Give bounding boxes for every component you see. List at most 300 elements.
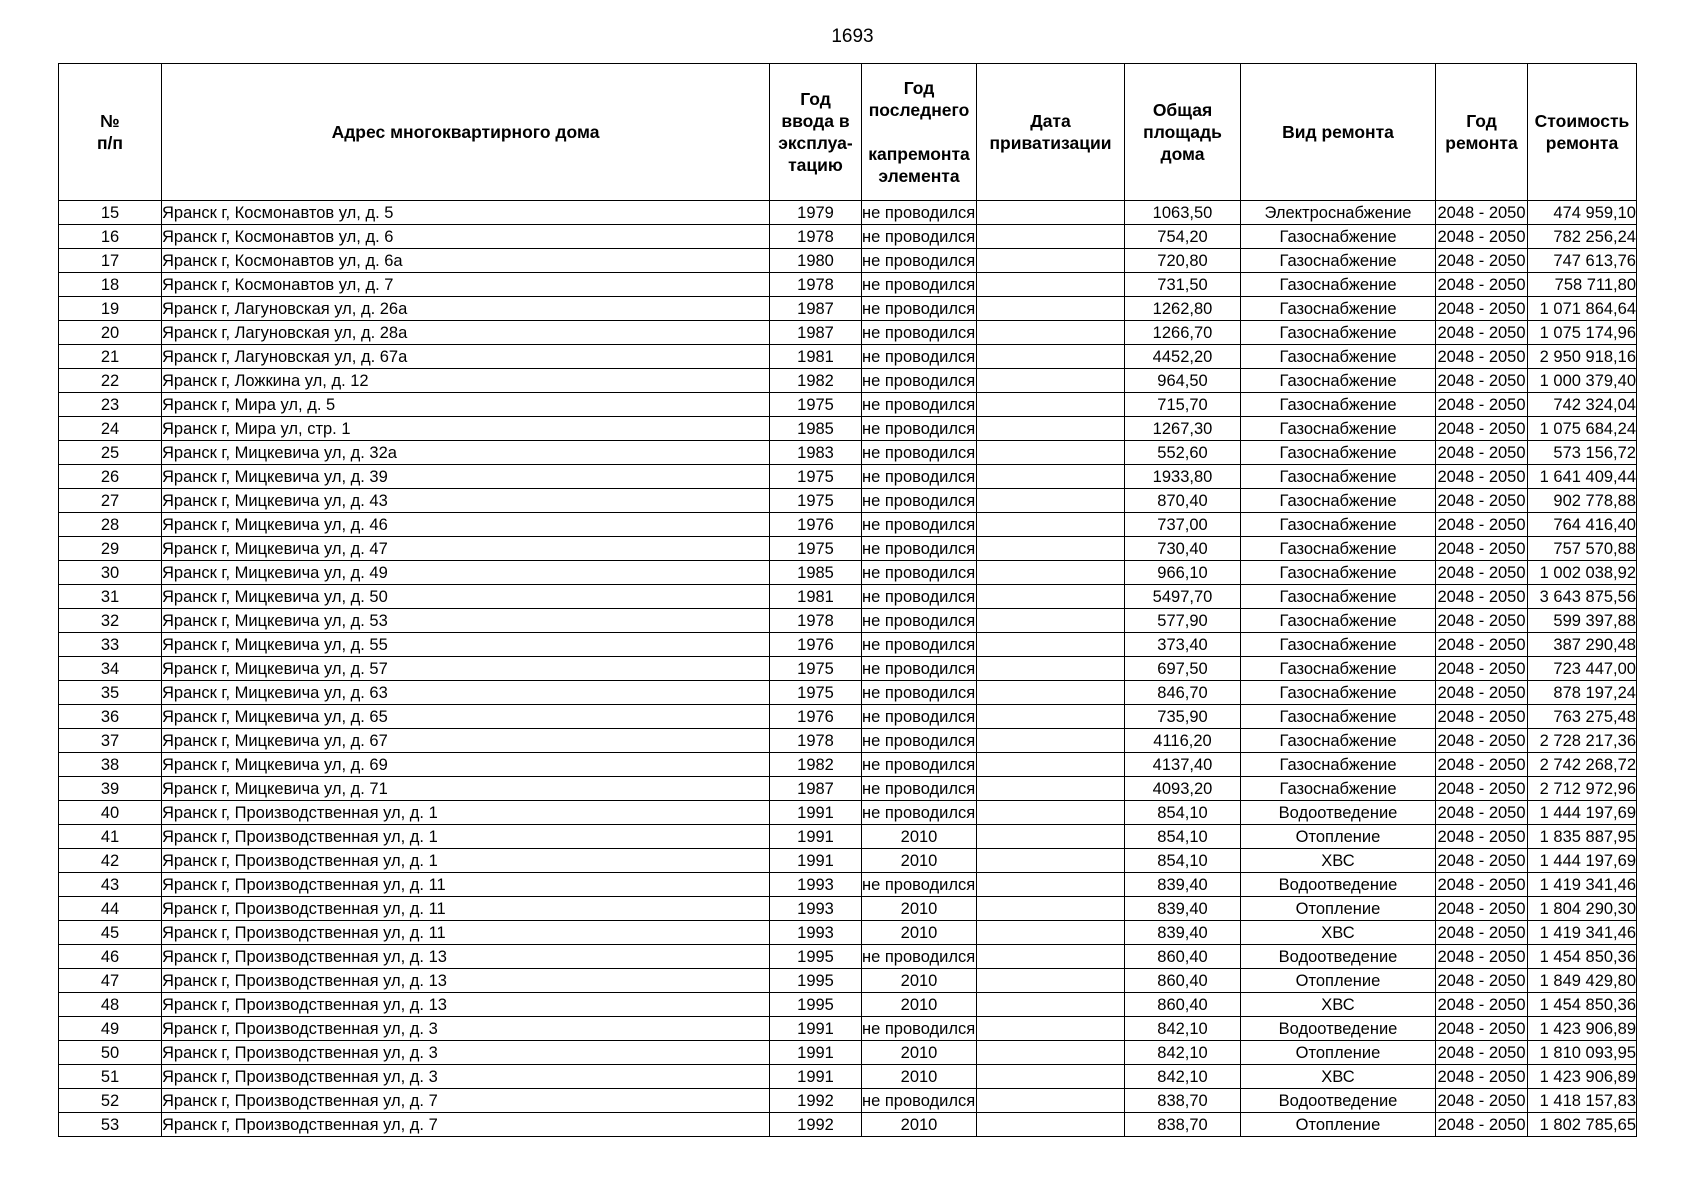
table-row [59, 657, 1637, 681]
row-repair-period: 2048 - 2050 [1436, 369, 1528, 393]
row-last-repair: не проводился [862, 273, 977, 297]
row-year-built: 1987 [770, 777, 862, 801]
row-repair-type: Газоснабжение [1241, 441, 1436, 465]
row-privatization [977, 441, 1125, 465]
row-number: 26 [59, 465, 162, 489]
row-privatization [977, 465, 1125, 489]
row-cost: 573 156,72 [1528, 441, 1637, 465]
row-number: 28 [59, 513, 162, 537]
header-address: Адрес многоквартирного дома [162, 64, 770, 201]
row-cost: 474 959,10 [1528, 201, 1637, 225]
row-privatization [977, 969, 1125, 993]
header-privatization: Дата приватизации [977, 64, 1125, 201]
row-repair-type: Газоснабжение [1241, 417, 1436, 441]
row-repair-period: 2048 - 2050 [1436, 297, 1528, 321]
row-last-repair: не проводился [862, 609, 977, 633]
row-cost: 2 728 217,36 [1528, 729, 1637, 753]
row-repair-type: Водоотведение [1241, 1089, 1436, 1113]
row-address: Яранск г, Космонавтов ул, д. 7 [162, 273, 770, 297]
row-repair-period: 2048 - 2050 [1436, 849, 1528, 873]
row-area: 754,20 [1125, 225, 1241, 249]
table-row [59, 1113, 1637, 1137]
row-number: 24 [59, 417, 162, 441]
table-row [59, 273, 1637, 297]
row-last-repair: не проводился [862, 753, 977, 777]
row-address: Яранск г, Мицкевича ул, д. 57 [162, 657, 770, 681]
table-row [59, 849, 1637, 873]
row-cost: 742 324,04 [1528, 393, 1637, 417]
row-cost: 723 447,00 [1528, 657, 1637, 681]
row-last-repair: 2010 [862, 849, 977, 873]
row-repair-period: 2048 - 2050 [1436, 345, 1528, 369]
row-repair-type: Газоснабжение [1241, 345, 1436, 369]
row-area: 1267,30 [1125, 417, 1241, 441]
table-row [59, 1017, 1637, 1041]
row-year-built: 1978 [770, 225, 862, 249]
row-year-built: 1975 [770, 657, 862, 681]
row-number: 39 [59, 777, 162, 801]
row-year-built: 1978 [770, 729, 862, 753]
table-row [59, 993, 1637, 1017]
table-row [59, 369, 1637, 393]
row-year-built: 1985 [770, 417, 862, 441]
row-address: Яранск г, Производственная ул, д. 13 [162, 993, 770, 1017]
row-privatization [977, 489, 1125, 513]
row-number: 45 [59, 921, 162, 945]
row-area: 715,70 [1125, 393, 1241, 417]
row-area: 1262,80 [1125, 297, 1241, 321]
row-address: Яранск г, Мицкевича ул, д. 65 [162, 705, 770, 729]
row-repair-type: Газоснабжение [1241, 633, 1436, 657]
row-privatization [977, 777, 1125, 801]
row-repair-type: Газоснабжение [1241, 777, 1436, 801]
row-number: 32 [59, 609, 162, 633]
row-year-built: 1975 [770, 537, 862, 561]
row-repair-period: 2048 - 2050 [1436, 873, 1528, 897]
row-area: 966,10 [1125, 561, 1241, 585]
row-number: 18 [59, 273, 162, 297]
row-cost: 758 711,80 [1528, 273, 1637, 297]
row-area: 735,90 [1125, 705, 1241, 729]
row-year-built: 1987 [770, 297, 862, 321]
row-repair-period: 2048 - 2050 [1436, 465, 1528, 489]
row-year-built: 1983 [770, 441, 862, 465]
row-year-built: 1991 [770, 825, 862, 849]
table-row [59, 201, 1637, 225]
row-number: 35 [59, 681, 162, 705]
table-row [59, 249, 1637, 273]
row-privatization [977, 585, 1125, 609]
row-cost: 3 643 875,56 [1528, 585, 1637, 609]
table-row [59, 417, 1637, 441]
row-area: 4452,20 [1125, 345, 1241, 369]
row-number: 50 [59, 1041, 162, 1065]
row-area: 839,40 [1125, 873, 1241, 897]
row-cost: 1 849 429,80 [1528, 969, 1637, 993]
row-repair-type: Отопление [1241, 1113, 1436, 1137]
row-area: 842,10 [1125, 1041, 1241, 1065]
row-privatization [977, 513, 1125, 537]
row-year-built: 1975 [770, 465, 862, 489]
row-repair-type: Газоснабжение [1241, 681, 1436, 705]
row-cost: 1 002 038,92 [1528, 561, 1637, 585]
table-row [59, 1089, 1637, 1113]
row-cost: 599 397,88 [1528, 609, 1637, 633]
row-last-repair: не проводился [862, 369, 977, 393]
row-repair-period: 2048 - 2050 [1436, 225, 1528, 249]
row-last-repair: не проводился [862, 801, 977, 825]
row-address: Яранск г, Производственная ул, д. 13 [162, 945, 770, 969]
row-last-repair: не проводился [862, 945, 977, 969]
row-year-built: 1980 [770, 249, 862, 273]
row-address: Яранск г, Производственная ул, д. 1 [162, 849, 770, 873]
row-cost: 1 835 887,95 [1528, 825, 1637, 849]
row-repair-period: 2048 - 2050 [1436, 753, 1528, 777]
row-last-repair: не проводился [862, 249, 977, 273]
table-row [59, 873, 1637, 897]
row-privatization [977, 753, 1125, 777]
row-address: Яранск г, Мира ул, стр. 1 [162, 417, 770, 441]
row-repair-type: Водоотведение [1241, 873, 1436, 897]
row-repair-period: 2048 - 2050 [1436, 201, 1528, 225]
table-row [59, 345, 1637, 369]
row-area: 730,40 [1125, 537, 1241, 561]
table-row [59, 921, 1637, 945]
row-cost: 757 570,88 [1528, 537, 1637, 561]
row-year-built: 1995 [770, 945, 862, 969]
row-privatization [977, 873, 1125, 897]
row-cost: 2 742 268,72 [1528, 753, 1637, 777]
table-row [59, 297, 1637, 321]
row-cost: 782 256,24 [1528, 225, 1637, 249]
row-repair-type: Газоснабжение [1241, 273, 1436, 297]
row-year-built: 1975 [770, 489, 862, 513]
row-year-built: 1991 [770, 1041, 862, 1065]
table-row [59, 633, 1637, 657]
row-year-built: 1993 [770, 921, 862, 945]
row-address: Яранск г, Производственная ул, д. 3 [162, 1065, 770, 1089]
row-repair-period: 2048 - 2050 [1436, 705, 1528, 729]
row-last-repair: не проводился [862, 441, 977, 465]
table-row [59, 753, 1637, 777]
row-address: Яранск г, Производственная ул, д. 1 [162, 825, 770, 849]
row-number: 31 [59, 585, 162, 609]
row-repair-period: 2048 - 2050 [1436, 657, 1528, 681]
row-address: Яранск г, Космонавтов ул, д. 6 [162, 225, 770, 249]
row-number: 16 [59, 225, 162, 249]
row-address: Яранск г, Мицкевича ул, д. 32а [162, 441, 770, 465]
row-last-repair: не проводился [862, 201, 977, 225]
row-cost: 1 075 684,24 [1528, 417, 1637, 441]
row-address: Яранск г, Производственная ул, д. 3 [162, 1017, 770, 1041]
row-year-built: 1978 [770, 273, 862, 297]
row-area: 4137,40 [1125, 753, 1241, 777]
row-year-built: 1991 [770, 1017, 862, 1041]
row-last-repair: 2010 [862, 1041, 977, 1065]
row-year-built: 1981 [770, 345, 862, 369]
table-row [59, 561, 1637, 585]
row-repair-type: ХВС [1241, 993, 1436, 1017]
row-privatization [977, 897, 1125, 921]
row-privatization [977, 993, 1125, 1017]
row-year-built: 1995 [770, 993, 862, 1017]
row-cost: 1 444 197,69 [1528, 849, 1637, 873]
row-repair-type: Водоотведение [1241, 801, 1436, 825]
row-number: 22 [59, 369, 162, 393]
row-repair-type: Отопление [1241, 825, 1436, 849]
row-repair-type: ХВС [1241, 921, 1436, 945]
table-row [59, 945, 1637, 969]
row-repair-period: 2048 - 2050 [1436, 513, 1528, 537]
row-address: Яранск г, Мицкевича ул, д. 46 [162, 513, 770, 537]
row-cost: 1 423 906,89 [1528, 1065, 1637, 1089]
row-area: 4116,20 [1125, 729, 1241, 753]
row-address: Яранск г, Производственная ул, д. 11 [162, 897, 770, 921]
row-number: 42 [59, 849, 162, 873]
row-last-repair: не проводился [862, 393, 977, 417]
row-privatization [977, 417, 1125, 441]
row-repair-period: 2048 - 2050 [1436, 441, 1528, 465]
row-number: 47 [59, 969, 162, 993]
row-year-built: 1991 [770, 849, 862, 873]
row-privatization [977, 705, 1125, 729]
row-privatization [977, 657, 1125, 681]
row-number: 33 [59, 633, 162, 657]
row-address: Яранск г, Производственная ул, д. 1 [162, 801, 770, 825]
row-repair-type: ХВС [1241, 1065, 1436, 1089]
row-last-repair: не проводился [862, 585, 977, 609]
row-address: Яранск г, Лагуновская ул, д. 28а [162, 321, 770, 345]
table-row [59, 801, 1637, 825]
row-privatization [977, 1089, 1125, 1113]
row-repair-type: Газоснабжение [1241, 537, 1436, 561]
row-year-built: 1987 [770, 321, 862, 345]
row-area: 839,40 [1125, 897, 1241, 921]
row-privatization [977, 945, 1125, 969]
row-repair-type: Газоснабжение [1241, 393, 1436, 417]
row-year-built: 1975 [770, 681, 862, 705]
row-privatization [977, 201, 1125, 225]
row-area: 1063,50 [1125, 201, 1241, 225]
row-last-repair: 2010 [862, 897, 977, 921]
row-year-built: 1979 [770, 201, 862, 225]
repair-registry-table [58, 63, 1637, 1137]
row-area: 860,40 [1125, 993, 1241, 1017]
row-cost: 1 444 197,69 [1528, 801, 1637, 825]
row-privatization [977, 1017, 1125, 1041]
row-number: 38 [59, 753, 162, 777]
row-address: Яранск г, Мицкевича ул, д. 43 [162, 489, 770, 513]
row-address: Яранск г, Ложкина ул, д. 12 [162, 369, 770, 393]
row-cost: 1 802 785,65 [1528, 1113, 1637, 1137]
row-repair-type: Газоснабжение [1241, 369, 1436, 393]
table-row [59, 393, 1637, 417]
row-privatization [977, 633, 1125, 657]
row-year-built: 1985 [770, 561, 862, 585]
row-year-built: 1992 [770, 1089, 862, 1113]
row-year-built: 1981 [770, 585, 862, 609]
row-last-repair: 2010 [862, 1113, 977, 1137]
row-last-repair: не проводился [862, 465, 977, 489]
row-year-built: 1993 [770, 873, 862, 897]
row-area: 1933,80 [1125, 465, 1241, 489]
row-repair-type: Газоснабжение [1241, 705, 1436, 729]
table-row [59, 489, 1637, 513]
row-number: 34 [59, 657, 162, 681]
row-area: 838,70 [1125, 1113, 1241, 1137]
row-cost: 387 290,48 [1528, 633, 1637, 657]
row-cost: 1 000 379,40 [1528, 369, 1637, 393]
row-area: 731,50 [1125, 273, 1241, 297]
row-repair-type: Газоснабжение [1241, 465, 1436, 489]
row-repair-type: Газоснабжение [1241, 513, 1436, 537]
row-year-built: 1993 [770, 897, 862, 921]
row-cost: 747 613,76 [1528, 249, 1637, 273]
row-number: 20 [59, 321, 162, 345]
row-repair-type: Электроснабжение [1241, 201, 1436, 225]
row-number: 48 [59, 993, 162, 1017]
row-area: 854,10 [1125, 825, 1241, 849]
table-row [59, 1041, 1637, 1065]
row-address: Яранск г, Производственная ул, д. 3 [162, 1041, 770, 1065]
row-number: 49 [59, 1017, 162, 1041]
row-cost: 1 071 864,64 [1528, 297, 1637, 321]
row-address: Яранск г, Мицкевича ул, д. 47 [162, 537, 770, 561]
row-address: Яранск г, Лагуновская ул, д. 67а [162, 345, 770, 369]
row-cost: 1 810 093,95 [1528, 1041, 1637, 1065]
table-row [59, 897, 1637, 921]
row-number: 44 [59, 897, 162, 921]
row-address: Яранск г, Мицкевича ул, д. 55 [162, 633, 770, 657]
row-last-repair: не проводился [862, 705, 977, 729]
row-number: 53 [59, 1113, 162, 1137]
row-address: Яранск г, Производственная ул, д. 11 [162, 873, 770, 897]
row-cost: 1 423 906,89 [1528, 1017, 1637, 1041]
row-cost: 1 418 157,83 [1528, 1089, 1637, 1113]
row-year-built: 1976 [770, 513, 862, 537]
row-repair-period: 2048 - 2050 [1436, 681, 1528, 705]
header-cost: Стоимость ремонта [1528, 64, 1637, 201]
row-repair-period: 2048 - 2050 [1436, 585, 1528, 609]
row-repair-type: ХВС [1241, 849, 1436, 873]
row-last-repair: не проводился [862, 633, 977, 657]
row-privatization [977, 1113, 1125, 1137]
row-repair-period: 2048 - 2050 [1436, 825, 1528, 849]
row-repair-type: Отопление [1241, 969, 1436, 993]
row-privatization [977, 321, 1125, 345]
row-address: Яранск г, Производственная ул, д. 7 [162, 1089, 770, 1113]
row-area: 697,50 [1125, 657, 1241, 681]
row-year-built: 1982 [770, 753, 862, 777]
row-cost: 902 778,88 [1528, 489, 1637, 513]
row-number: 17 [59, 249, 162, 273]
row-address: Яранск г, Мира ул, д. 5 [162, 393, 770, 417]
row-privatization [977, 537, 1125, 561]
row-address: Яранск г, Мицкевича ул, д. 63 [162, 681, 770, 705]
table-row [59, 729, 1637, 753]
row-last-repair: не проводился [862, 561, 977, 585]
row-cost: 764 416,40 [1528, 513, 1637, 537]
row-repair-period: 2048 - 2050 [1436, 801, 1528, 825]
row-number: 41 [59, 825, 162, 849]
row-privatization [977, 561, 1125, 585]
row-number: 52 [59, 1089, 162, 1113]
row-area: 5497,70 [1125, 585, 1241, 609]
row-cost: 1 454 850,36 [1528, 993, 1637, 1017]
row-repair-type: Газоснабжение [1241, 321, 1436, 345]
row-privatization [977, 1065, 1125, 1089]
page-number: 1693 [831, 26, 874, 47]
row-number: 15 [59, 201, 162, 225]
row-area: 552,60 [1125, 441, 1241, 465]
row-last-repair: не проводился [862, 873, 977, 897]
row-repair-period: 2048 - 2050 [1436, 1113, 1528, 1137]
row-privatization [977, 729, 1125, 753]
table-body [59, 201, 1637, 1137]
row-last-repair: 2010 [862, 921, 977, 945]
row-address: Яранск г, Космонавтов ул, д. 5 [162, 201, 770, 225]
row-privatization [977, 609, 1125, 633]
row-repair-period: 2048 - 2050 [1436, 393, 1528, 417]
row-area: 839,40 [1125, 921, 1241, 945]
row-number: 25 [59, 441, 162, 465]
row-repair-period: 2048 - 2050 [1436, 489, 1528, 513]
row-last-repair: не проводился [862, 1017, 977, 1041]
row-last-repair: 2010 [862, 825, 977, 849]
table-row [59, 513, 1637, 537]
row-repair-type: Газоснабжение [1241, 297, 1436, 321]
row-last-repair: не проводился [862, 297, 977, 321]
row-area: 860,40 [1125, 969, 1241, 993]
row-last-repair: не проводился [862, 537, 977, 561]
row-privatization [977, 369, 1125, 393]
row-area: 860,40 [1125, 945, 1241, 969]
row-repair-period: 2048 - 2050 [1436, 993, 1528, 1017]
row-last-repair: не проводился [862, 777, 977, 801]
row-address: Яранск г, Мицкевича ул, д. 49 [162, 561, 770, 585]
row-area: 577,90 [1125, 609, 1241, 633]
row-privatization [977, 1041, 1125, 1065]
row-last-repair: не проводился [862, 729, 977, 753]
table-row [59, 681, 1637, 705]
table-row [59, 1065, 1637, 1089]
row-repair-type: Водоотведение [1241, 945, 1436, 969]
row-privatization [977, 225, 1125, 249]
row-last-repair: не проводился [862, 345, 977, 369]
table-row [59, 585, 1637, 609]
table-row [59, 969, 1637, 993]
row-number: 29 [59, 537, 162, 561]
table-row [59, 441, 1637, 465]
row-cost: 763 275,48 [1528, 705, 1637, 729]
row-address: Яранск г, Мицкевича ул, д. 69 [162, 753, 770, 777]
row-repair-period: 2048 - 2050 [1436, 1017, 1528, 1041]
row-repair-period: 2048 - 2050 [1436, 537, 1528, 561]
row-number: 37 [59, 729, 162, 753]
header-repair-period: Год ремонта [1436, 64, 1528, 201]
row-number: 43 [59, 873, 162, 897]
header-num: № п/п [59, 64, 162, 201]
row-last-repair: не проводился [862, 489, 977, 513]
row-repair-type: Газоснабжение [1241, 249, 1436, 273]
row-cost: 2 950 918,16 [1528, 345, 1637, 369]
row-number: 40 [59, 801, 162, 825]
header-last-repair: Год последнего капремонта элемента [862, 64, 977, 201]
row-repair-type: Водоотведение [1241, 1017, 1436, 1041]
row-address: Яранск г, Мицкевича ул, д. 39 [162, 465, 770, 489]
header-repair-type: Вид ремонта [1241, 64, 1436, 201]
row-area: 842,10 [1125, 1017, 1241, 1041]
